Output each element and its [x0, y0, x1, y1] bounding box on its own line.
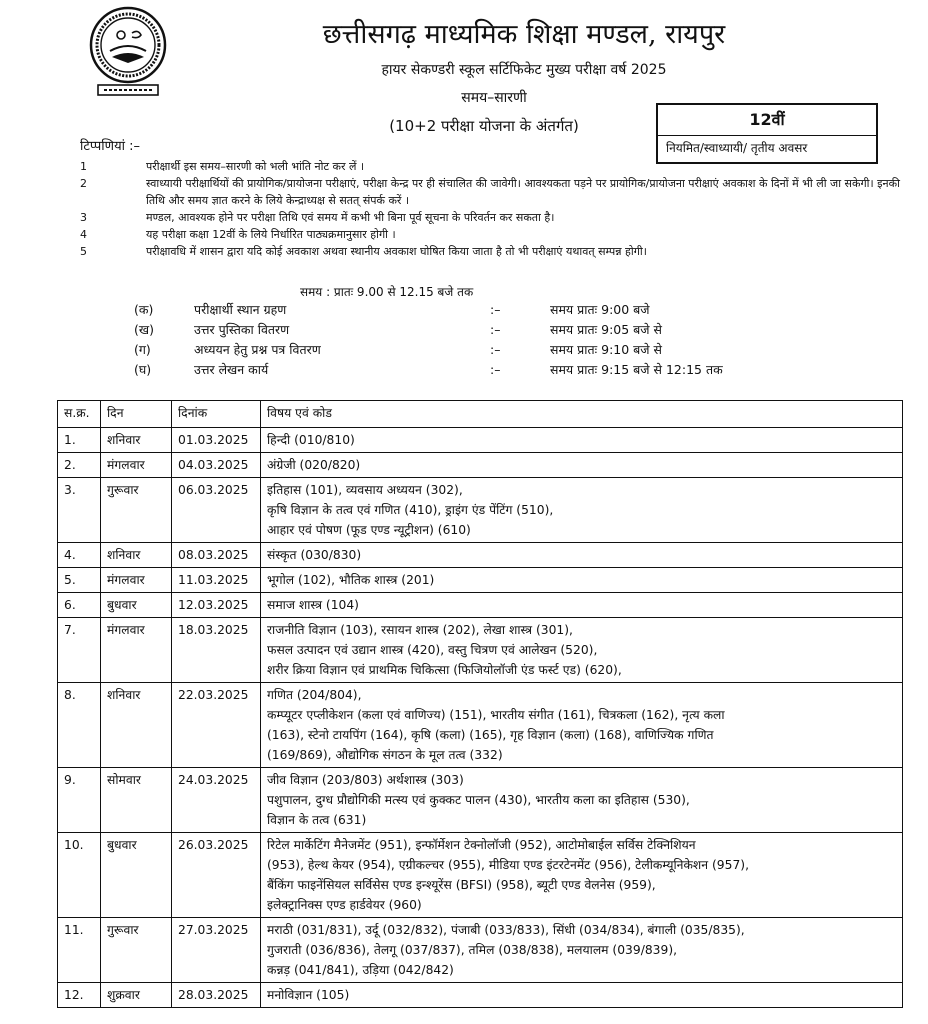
- subject-line: गणित (204/804),: [267, 688, 362, 702]
- cell-subjects: [261, 568, 903, 593]
- cell-serial: 4.: [58, 543, 101, 568]
- timing-row: [134, 300, 723, 320]
- subject-line: पशुपालन, दुग्ध प्रौद्योगिकी मत्स्य एवं कुक्कट पालन (430), भारतीय कला का इतिहास (530),: [267, 793, 690, 807]
- subject-line: फसल उत्पादन एवं उद्यान शास्त्र (420), वस्तु चित्रण एवं आलेखन (520),: [267, 643, 598, 657]
- cell-subjects: [261, 593, 903, 618]
- timing-row: [134, 320, 723, 340]
- subject-line: विज्ञान के तत्व (631): [267, 813, 367, 827]
- cell-date: 11.03.2025: [172, 568, 261, 593]
- table-row: [58, 453, 903, 478]
- timing-activity: परीक्षार्थी स्थान ग्रहण: [194, 302, 287, 317]
- note-text: परीक्षावधि में शासन द्वारा यदि कोई अवकाश अथवा स्थानीय अवकाश घोषित किया जाता है तो भी परीक्षाएं यथावत् सम्पन्न होगी।: [146, 245, 647, 258]
- board-name: छत्तीसगढ़ माध्यमिक शिक्षा मण्डल, रायपुर: [322, 19, 726, 50]
- cell-date: 28.03.2025: [172, 983, 261, 1008]
- exam-name: हायर सेकण्डरी स्कूल सर्टिफिकेट मुख्य परीक्षा वर्ष 2025: [381, 62, 667, 78]
- note-item: [72, 226, 912, 243]
- timing-separator: :–: [490, 342, 501, 357]
- class-label: 12वीं: [658, 105, 876, 136]
- cell-serial: 12.: [58, 983, 101, 1008]
- note-number: 1: [80, 160, 87, 173]
- cell-date: 24.03.2025: [172, 768, 261, 833]
- subject-line: मराठी (031/831), उर्दू (032/832), पंजाबी (033/833), सिंधी (034/834), बंगाली (035/835),: [267, 923, 745, 937]
- note-text: यह परीक्षा कक्षा 12वीं के लिये निर्धारित पाठ्यक्रमानुसार होगी ।: [146, 228, 396, 241]
- subject-line: (953), हेल्थ केयर (954), एग्रीकल्चर (955), मीडिया एण्ड इंटरटेनमेंट (956), टेलीकम्यूनिकेशन (957),: [267, 858, 749, 872]
- subject-line: हिन्दी (010/810): [267, 433, 355, 447]
- cell-subjects: [261, 453, 903, 478]
- timing-key: (ख): [134, 322, 154, 337]
- cell-date: 26.03.2025: [172, 833, 261, 918]
- table-row: [58, 568, 903, 593]
- cell-subjects: [261, 683, 903, 768]
- doc-type: समय–सारणी: [461, 90, 527, 106]
- timing-activity: उत्तर लेखन कार्य: [194, 362, 269, 377]
- cell-date: 27.03.2025: [172, 918, 261, 983]
- timing-activity: अध्ययन हेतु प्रश्न पत्र वितरण: [194, 342, 321, 357]
- cell-serial: 1.: [58, 428, 101, 453]
- table-row: [58, 833, 903, 918]
- table-row: [58, 618, 903, 683]
- cell-serial: 11.: [58, 918, 101, 983]
- cell-date: 18.03.2025: [172, 618, 261, 683]
- note-item: [72, 243, 912, 260]
- cell-date: 06.03.2025: [172, 478, 261, 543]
- subject-line: राजनीति विज्ञान (103), रसायन शास्त्र (202), लेखा शास्त्र (301),: [267, 623, 573, 637]
- timing-time: समय प्रातः 9:05 बजे से: [550, 322, 663, 337]
- note-item: [72, 175, 912, 209]
- class-box: [656, 103, 878, 164]
- class-category: नियमित/स्वाध्यायी/ तृतीय अवसर: [666, 141, 808, 155]
- note-item: [72, 158, 912, 175]
- cell-day: गुरूवार: [101, 918, 172, 983]
- header-subject: विषय एवं कोड: [261, 401, 903, 428]
- cell-day: मंगलवार: [101, 453, 172, 478]
- note-text: मण्डल, आवश्यक होने पर परीक्षा तिथि एवं समय में कभी भी बिना पूर्व सूचना के परिवर्तन कर सकता है।: [146, 211, 555, 224]
- subject-line: संस्कृत (030/830): [267, 548, 362, 562]
- table-row: [58, 918, 903, 983]
- cell-subjects: [261, 833, 903, 918]
- note-number: 5: [80, 245, 87, 258]
- timing-time: समय प्रातः 9:15 बजे से 12:15 तक: [550, 362, 723, 377]
- subject-line: (169/869), औद्योगिक संगठन के मूल तत्व (332): [267, 748, 503, 762]
- cell-subjects: [261, 478, 903, 543]
- table-row: [58, 478, 903, 543]
- cell-serial: 3.: [58, 478, 101, 543]
- subject-line: रिटेल मार्केटिंग मैनेजमेंट (951), इन्फॉर्मेशन टेक्नोलॉजी (952), आटोमोबाईल सर्विस टेक्निशियन: [267, 838, 696, 852]
- note-number: 2: [80, 177, 87, 190]
- cell-date: 08.03.2025: [172, 543, 261, 568]
- cell-subjects: [261, 428, 903, 453]
- subject-line: गुजराती (036/836), तेलगू (037/837), तमिल (038/838), मलयालम (039/839),: [267, 943, 678, 957]
- cell-day: शनिवार: [101, 683, 172, 768]
- cell-day: शनिवार: [101, 428, 172, 453]
- cell-serial: 7.: [58, 618, 101, 683]
- notes-list: [72, 158, 912, 260]
- cell-subjects: [261, 618, 903, 683]
- note-item: [72, 209, 912, 226]
- subject-line: कम्प्यूटर एप्लीकेशन (कला एवं वाणिज्य) (151), भारतीय संगीत (161), चित्रकला (162), नृत्य कला: [267, 708, 725, 722]
- cell-day: शुक्रवार: [101, 983, 172, 1008]
- cell-subjects: [261, 543, 903, 568]
- cell-serial: 9.: [58, 768, 101, 833]
- cell-date: 22.03.2025: [172, 683, 261, 768]
- cell-serial: 5.: [58, 568, 101, 593]
- timing-schedule: [134, 300, 723, 380]
- header-date: दिनांक: [172, 401, 261, 428]
- timing-time: समय प्रातः 9:00 बजे: [550, 302, 650, 317]
- cell-day: शनिवार: [101, 543, 172, 568]
- cell-serial: 2.: [58, 453, 101, 478]
- cell-date: 01.03.2025: [172, 428, 261, 453]
- table-row: [58, 983, 903, 1008]
- exam-scheme: (10+2 परीक्षा योजना के अंतर्गत): [389, 117, 579, 135]
- cell-serial: 10.: [58, 833, 101, 918]
- timing-activity: उत्तर पुस्तिका वितरण: [194, 322, 290, 337]
- note-number: 4: [80, 228, 87, 241]
- cell-day: बुधवार: [101, 593, 172, 618]
- header-serial: स.क्र.: [58, 401, 101, 428]
- table-row: [58, 593, 903, 618]
- timing-row: [134, 340, 723, 360]
- timing-heading: समय : प्रातः 9.00 से 12.15 बजे तक: [300, 285, 474, 299]
- subject-line: (163), स्टेनो टायपिंग (164), कृषि (कला) (165), गृह विज्ञान (कला) (168), वाणिज्यिक गणित: [267, 728, 714, 742]
- cell-subjects: [261, 768, 903, 833]
- subject-line: आहार एवं पोषण (फूड एण्ड न्यूट्रीशन) (610): [267, 523, 471, 537]
- timing-separator: :–: [490, 362, 501, 377]
- subject-line: इलेक्ट्रानिक्स एण्ड हार्डवेयर (960): [267, 898, 422, 912]
- cell-day: बुधवार: [101, 833, 172, 918]
- header-day: दिन: [101, 401, 172, 428]
- cell-day: मंगलवार: [101, 568, 172, 593]
- note-text: परीक्षार्थी इस समय–सारणी को भली भांति नोट कर लें ।: [146, 160, 365, 173]
- subject-line: समाज शास्त्र (104): [267, 598, 359, 612]
- cell-subjects: [261, 918, 903, 983]
- note-number: 3: [80, 211, 87, 224]
- cell-date: 04.03.2025: [172, 453, 261, 478]
- exam-timetable: [57, 400, 903, 1008]
- notes-heading: टिप्पणियां :–: [80, 139, 140, 154]
- cell-serial: 6.: [58, 593, 101, 618]
- subject-line: जीव विज्ञान (203/803) अर्थशास्त्र (303): [267, 773, 464, 787]
- note-text: स्वाध्यायी परीक्षार्थियों की प्रायोगिक/प्रायोजना परीक्षाएं, परीक्षा केन्द्र पर ही संचालित की जावेगी। आवश्यकता पड़ने पर प्रायोगिक/प्रायोजना परीक्षाएं अवकाश के दिनों में भी ली जा सकेगी। इनकी तिथि और समय ज्ञात करने के लिये केन्द्राध्यक्ष से सतत् संपर्क करें ।: [146, 177, 900, 207]
- table-row: [58, 768, 903, 833]
- subject-line: कन्नड़ (041/841), उड़िया (042/842): [267, 963, 454, 977]
- timing-time: समय प्रातः 9:10 बजे से: [550, 342, 663, 357]
- cell-day: गुरूवार: [101, 478, 172, 543]
- timing-key: (क): [134, 302, 154, 317]
- table-row: [58, 428, 903, 453]
- cell-serial: 8.: [58, 683, 101, 768]
- cell-subjects: [261, 983, 903, 1008]
- table-row: [58, 543, 903, 568]
- timing-key: (घ): [134, 362, 152, 377]
- table-header-row: [58, 401, 903, 428]
- subject-line: अंग्रेजी (020/820): [267, 458, 361, 472]
- timing-row: [134, 360, 723, 380]
- subject-line: कृषि विज्ञान के तत्व एवं गणित (410), ड्राइंग एंड पेंटिंग (510),: [267, 503, 554, 517]
- subject-line: मनोविज्ञान (105): [267, 988, 350, 1002]
- subject-line: बैंकिंग फाइनेंसियल सर्विसेस एण्ड इन्श्यूरेंस (BFSI) (958), ब्यूटी एण्ड वेलनेस (959),: [267, 878, 656, 892]
- subject-line: शरीर क्रिया विज्ञान एवं प्राथमिक चिकित्सा (फिजियोलॉजी एंड फर्स्ट एड) (620),: [267, 663, 622, 677]
- subject-line: इतिहास (101), व्यवसाय अध्ययन (302),: [267, 483, 463, 497]
- cell-day: मंगलवार: [101, 618, 172, 683]
- timing-separator: :–: [490, 302, 501, 317]
- timing-separator: :–: [490, 322, 501, 337]
- cell-date: 12.03.2025: [172, 593, 261, 618]
- table-row: [58, 683, 903, 768]
- subject-line: भूगोल (102), भौतिक शास्त्र (201): [267, 573, 435, 587]
- cell-day: सोमवार: [101, 768, 172, 833]
- timing-key: (ग): [134, 342, 151, 357]
